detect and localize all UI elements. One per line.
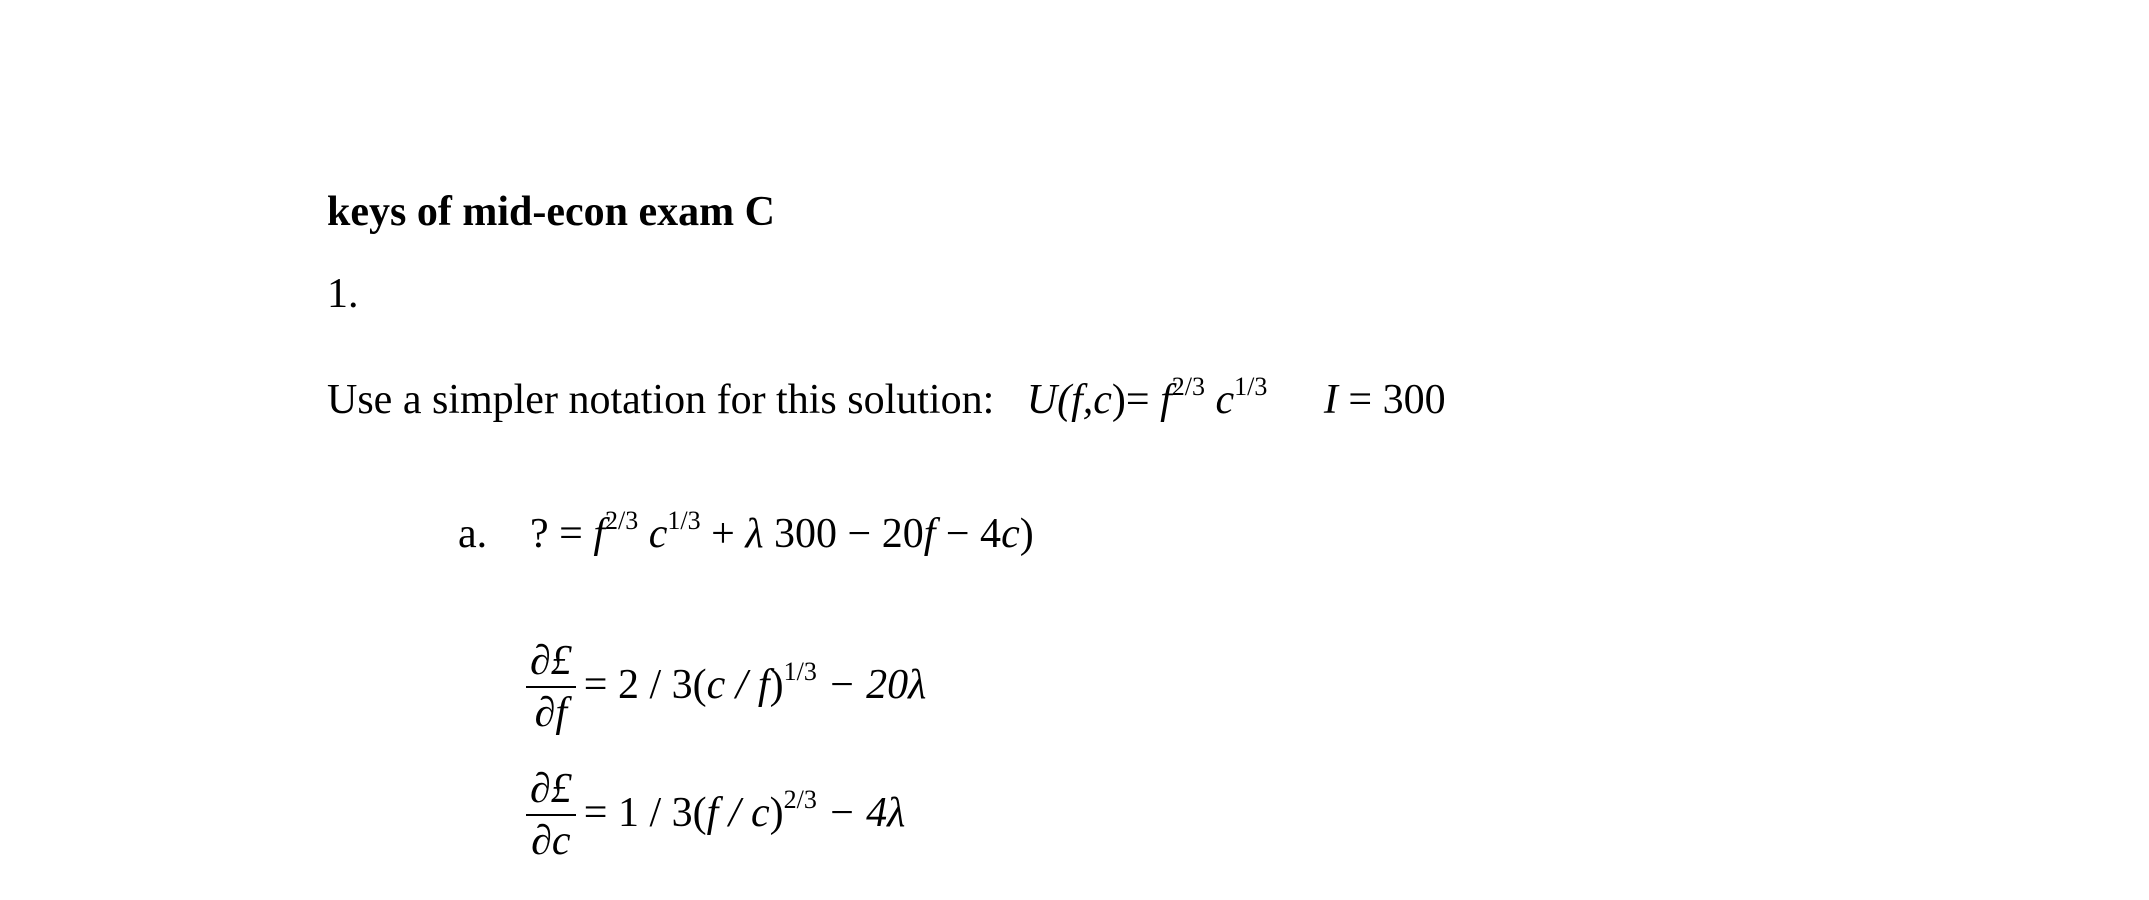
- rhs-post: − 4λ: [816, 789, 906, 836]
- derivative-wrt-c: [526, 764, 905, 866]
- question-number: 1.: [327, 271, 359, 317]
- utility-eq: )=: [1111, 377, 1161, 423]
- lagrangian-exp-f: 2/3: [605, 506, 639, 535]
- utility-args: f,c: [1071, 377, 1112, 423]
- rhs-exponent: 2/3: [783, 784, 817, 814]
- rhs-post: − 20λ: [816, 661, 927, 708]
- lagrangian-budget: 300 − 20: [763, 511, 924, 557]
- fraction-denominator: ∂c: [531, 818, 571, 864]
- utility-base-f: f: [1160, 377, 1172, 423]
- intro-line: [327, 374, 1446, 431]
- utility-exp-f: 2/3: [1171, 372, 1205, 401]
- rhs-ratio: f / c: [706, 789, 770, 836]
- lagrangian-lhs: ? =: [530, 511, 594, 557]
- lagrangian-lambda: λ: [745, 511, 764, 557]
- utility-function: [1026, 372, 1268, 423]
- derivative-rhs: [583, 656, 927, 716]
- utility-prefix: U(: [1026, 377, 1072, 423]
- fraction-denominator: ∂f: [534, 690, 568, 736]
- lagrangian-base-f: f: [593, 511, 605, 557]
- fraction-numerator: ∂£: [530, 766, 572, 812]
- document-title: keys of mid-econ exam C: [327, 189, 775, 235]
- rhs-pre: = 1 / 3(: [583, 789, 707, 836]
- derivative-wrt-f: [526, 636, 926, 738]
- item-a-lagrangian: [458, 508, 1034, 565]
- derivative-rhs: [583, 784, 906, 844]
- utility-exp-c: 1/3: [1234, 372, 1268, 401]
- lagrangian-close: ): [1019, 511, 1034, 557]
- income-value: = 300: [1337, 377, 1446, 423]
- lagrangian-base-c: c: [648, 511, 668, 557]
- utility-base-c: c: [1215, 377, 1235, 423]
- lagrangian-plus: +: [700, 511, 746, 557]
- income-equation: [1324, 377, 1446, 423]
- fraction-df: [526, 636, 576, 738]
- lagrangian-minus-4: − 4: [935, 511, 1002, 557]
- rhs-pre: = 2 / 3(: [583, 661, 707, 708]
- rhs-close: ): [769, 789, 784, 836]
- lagrangian-c: c: [1001, 511, 1020, 557]
- lagrangian-exp-c: 1/3: [667, 506, 701, 535]
- income-var: I: [1323, 377, 1338, 423]
- rhs-exponent: 1/3: [783, 656, 817, 686]
- lagrangian-f: f: [923, 511, 936, 557]
- intro-text: Use a simpler notation for this solution:: [327, 377, 995, 423]
- item-a-label: a.: [458, 511, 488, 557]
- fraction-numerator: ∂£: [530, 638, 572, 684]
- rhs-close: ): [769, 661, 784, 708]
- rhs-ratio: c / f: [706, 661, 770, 708]
- fraction-dc: [526, 764, 576, 866]
